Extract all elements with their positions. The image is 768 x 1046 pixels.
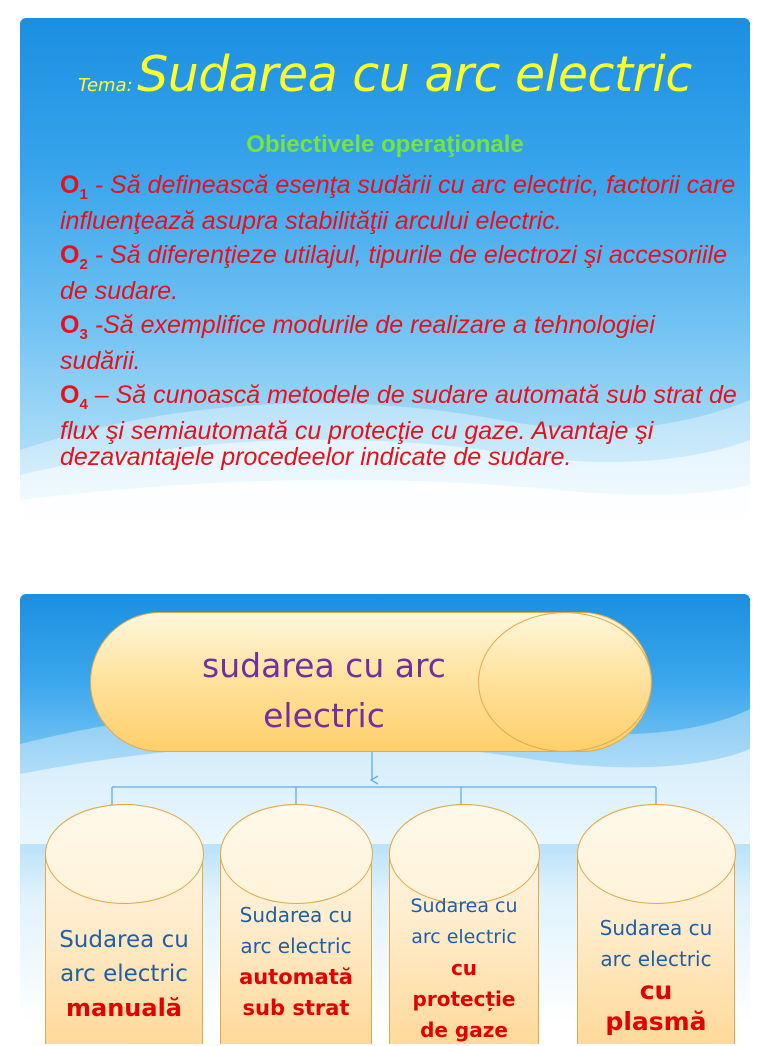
branch-automatic <box>220 804 372 1044</box>
branch-manual <box>45 804 203 1044</box>
objectives-heading: Obiectivele operaţionale <box>246 131 524 158</box>
slide-diagram <box>20 594 750 1042</box>
objective-text: - Să definească esenţa sudării cu arc electric, factorii care influenţează asupra stabilităţii arcului electric. <box>60 171 736 235</box>
objective-code: $O_3$ <box>60 311 88 343</box>
objective-item <box>60 382 740 470</box>
cylinder-top <box>577 804 736 904</box>
cylinder-top <box>45 804 204 904</box>
objectives-list <box>60 172 740 478</box>
objective-code: $O_1$ <box>60 171 88 203</box>
root-node-cap <box>478 612 652 752</box>
branch-label: Sudarea cu arc electric automată sub strat <box>239 903 353 1020</box>
slide-objectives <box>20 18 750 520</box>
objective-item <box>60 172 740 234</box>
root-node <box>90 612 652 752</box>
root-node-label: sudarea cu arc electric <box>202 646 446 735</box>
objective-text: – Să cunoască metodele de sudare automată sub strat de flux şi semiautomată cu protecţie cu gaze. Avantaje şi dezavantajele procedeelor indicate de sudare. <box>60 381 737 471</box>
objective-code: $O_2$ <box>60 241 88 273</box>
title-text: Sudarea cu arc electric <box>137 46 692 103</box>
cylinder-top <box>220 804 373 904</box>
objective-item <box>60 312 740 374</box>
branch-gas-protection <box>389 804 539 1044</box>
objective-item <box>60 242 740 304</box>
cylinder-top <box>389 804 540 904</box>
branch-plasma <box>577 804 735 1044</box>
branch-label: Sudarea cu arc electric cu plasmă <box>599 916 713 1036</box>
objective-text: - Să diferenţieze utilajul, tipurile de electrozi şi accesoriile de sudare. <box>60 241 727 305</box>
objective-text: -Să exemplifice modurile de realizare a tehnologiei sudării. <box>60 311 655 375</box>
objective-code: $O_4$ <box>60 381 88 413</box>
tema-label: Tema: <box>78 75 133 96</box>
branch-label: Sudarea cu arc electric manuală <box>59 927 189 1022</box>
slide-title <box>20 46 750 103</box>
branch-label: Sudarea cu arc electric cu protecție de gaze <box>410 895 518 1042</box>
